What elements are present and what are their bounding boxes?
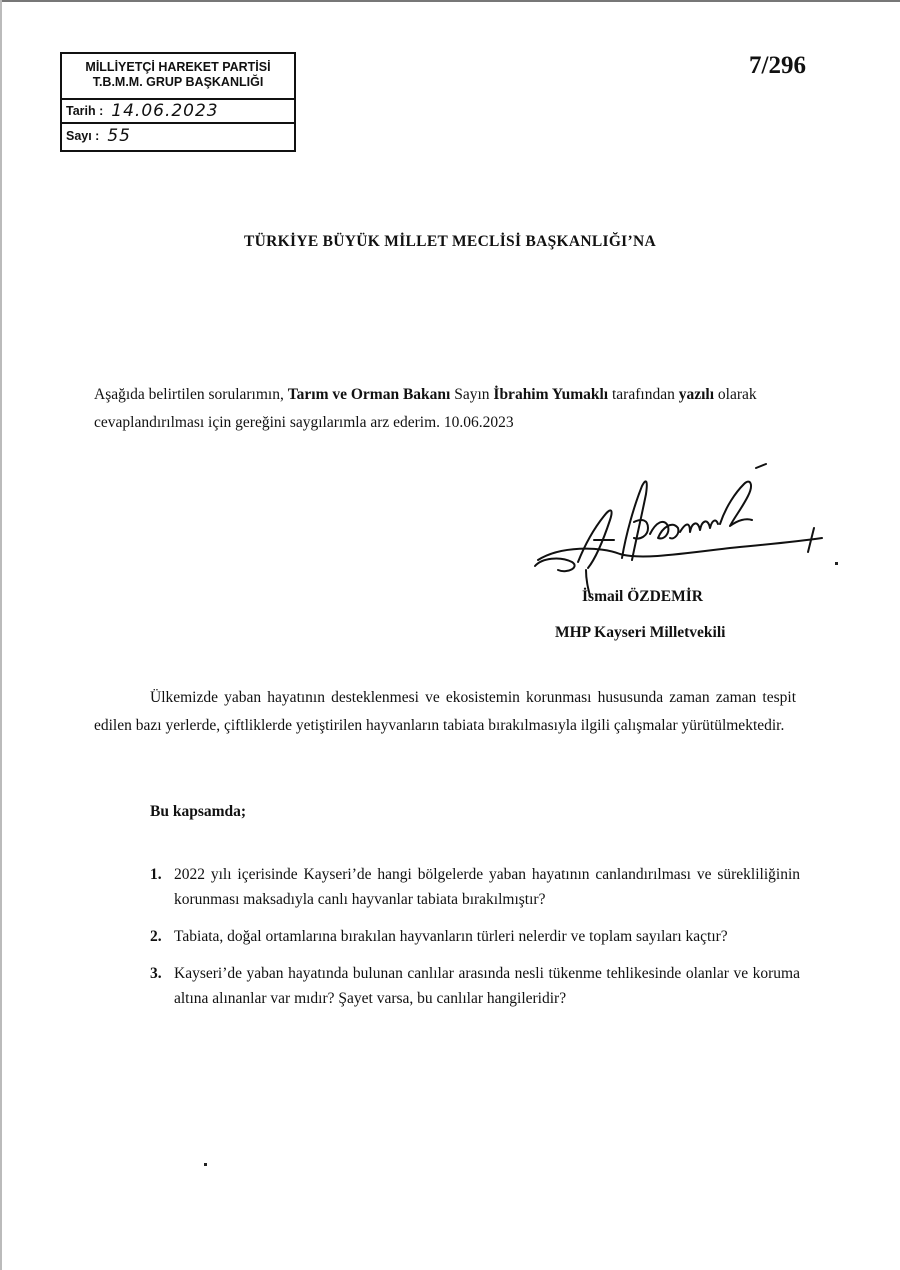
intro-text-3: tarafından [608, 386, 679, 403]
handwritten-signature [530, 462, 830, 602]
intro-paragraph [94, 381, 809, 437]
scope-heading: Bu kapsamda; [150, 803, 247, 820]
addressee-heading: TÜRKİYE BÜYÜK MİLLET MECLİSİ BAŞKANLIĞI’NA [244, 233, 656, 250]
intro-text-4: olarak cevaplandırılması için gereğini saygılarımla arz ederim. 10.06.2023 [94, 386, 757, 431]
stamp-date-value: 14.06.2023 [111, 101, 219, 121]
intro-written-word: yazılı [678, 386, 715, 403]
stamp-date-label: Tarih : [66, 104, 104, 118]
context-paragraph: Ülkemizde yaban hayatının desteklenmesi ve ekosistemin korunması hususunda zaman zaman tespit edilen bazı yerlerde, çiftliklerde yetiştirilen hayvanların tabiata bırakılmasıyla ilgili çalışmalar yürütülmektedir. [94, 689, 796, 734]
stamp-number-label: Sayı : [66, 129, 100, 143]
registry-stamp [60, 52, 296, 152]
intro-minister-title: Tarım ve Orman Bakanı [287, 386, 451, 403]
document-number: 7/296 [749, 52, 806, 79]
stamp-group-name: T.B.M.M. GRUP BAŞKANLIĞI [92, 75, 264, 89]
question-text: 2022 yılı içerisinde Kayseri’de hangi bölgelerde yaban hayatının canlandırılması ve sürekliliğinin korunması maksadıyla canlı hayvanlar tabiata bırakılmıştır? [174, 866, 800, 908]
scan-edge-left [0, 0, 2, 1270]
question-item [150, 961, 800, 1011]
question-list [150, 862, 800, 1023]
question-number: 2. [150, 928, 162, 945]
question-item [150, 924, 800, 949]
scan-edge-top [0, 0, 900, 2]
signer-name: İsmail ÖZDEMİR [582, 588, 703, 605]
intro-text-2: Sayın [450, 386, 494, 403]
scan-speck [204, 1163, 207, 1166]
scan-speck [835, 562, 838, 565]
stamp-number-row [62, 124, 294, 148]
question-number: 3. [150, 965, 162, 982]
question-item [150, 862, 800, 912]
signer-title: MHP Kayseri Milletvekili [555, 624, 726, 641]
question-text: Tabiata, doğal ortamlarına bırakılan hayvanların türleri nelerdir ve toplam sayıları kaçtır? [174, 928, 728, 945]
stamp-header [62, 54, 294, 100]
question-text: Kayseri’de yaban hayatında bulunan canlılar arasında nesli tükenme tehlikesinde olanlar ve koruma altına alınanlar var mıdır? Şayet varsa, bu canlılar hangileridir? [174, 965, 800, 1007]
question-number: 1. [150, 866, 162, 883]
intro-minister-name: İbrahim Yumaklı [493, 386, 609, 403]
stamp-party-name: MİLLİYETÇİ HAREKET PARTİSİ [85, 60, 271, 74]
intro-text-1: Aşağıda belirtilen sorularımın, [94, 386, 288, 403]
stamp-date-row [62, 100, 294, 124]
stamp-number-value: 55 [107, 126, 131, 146]
